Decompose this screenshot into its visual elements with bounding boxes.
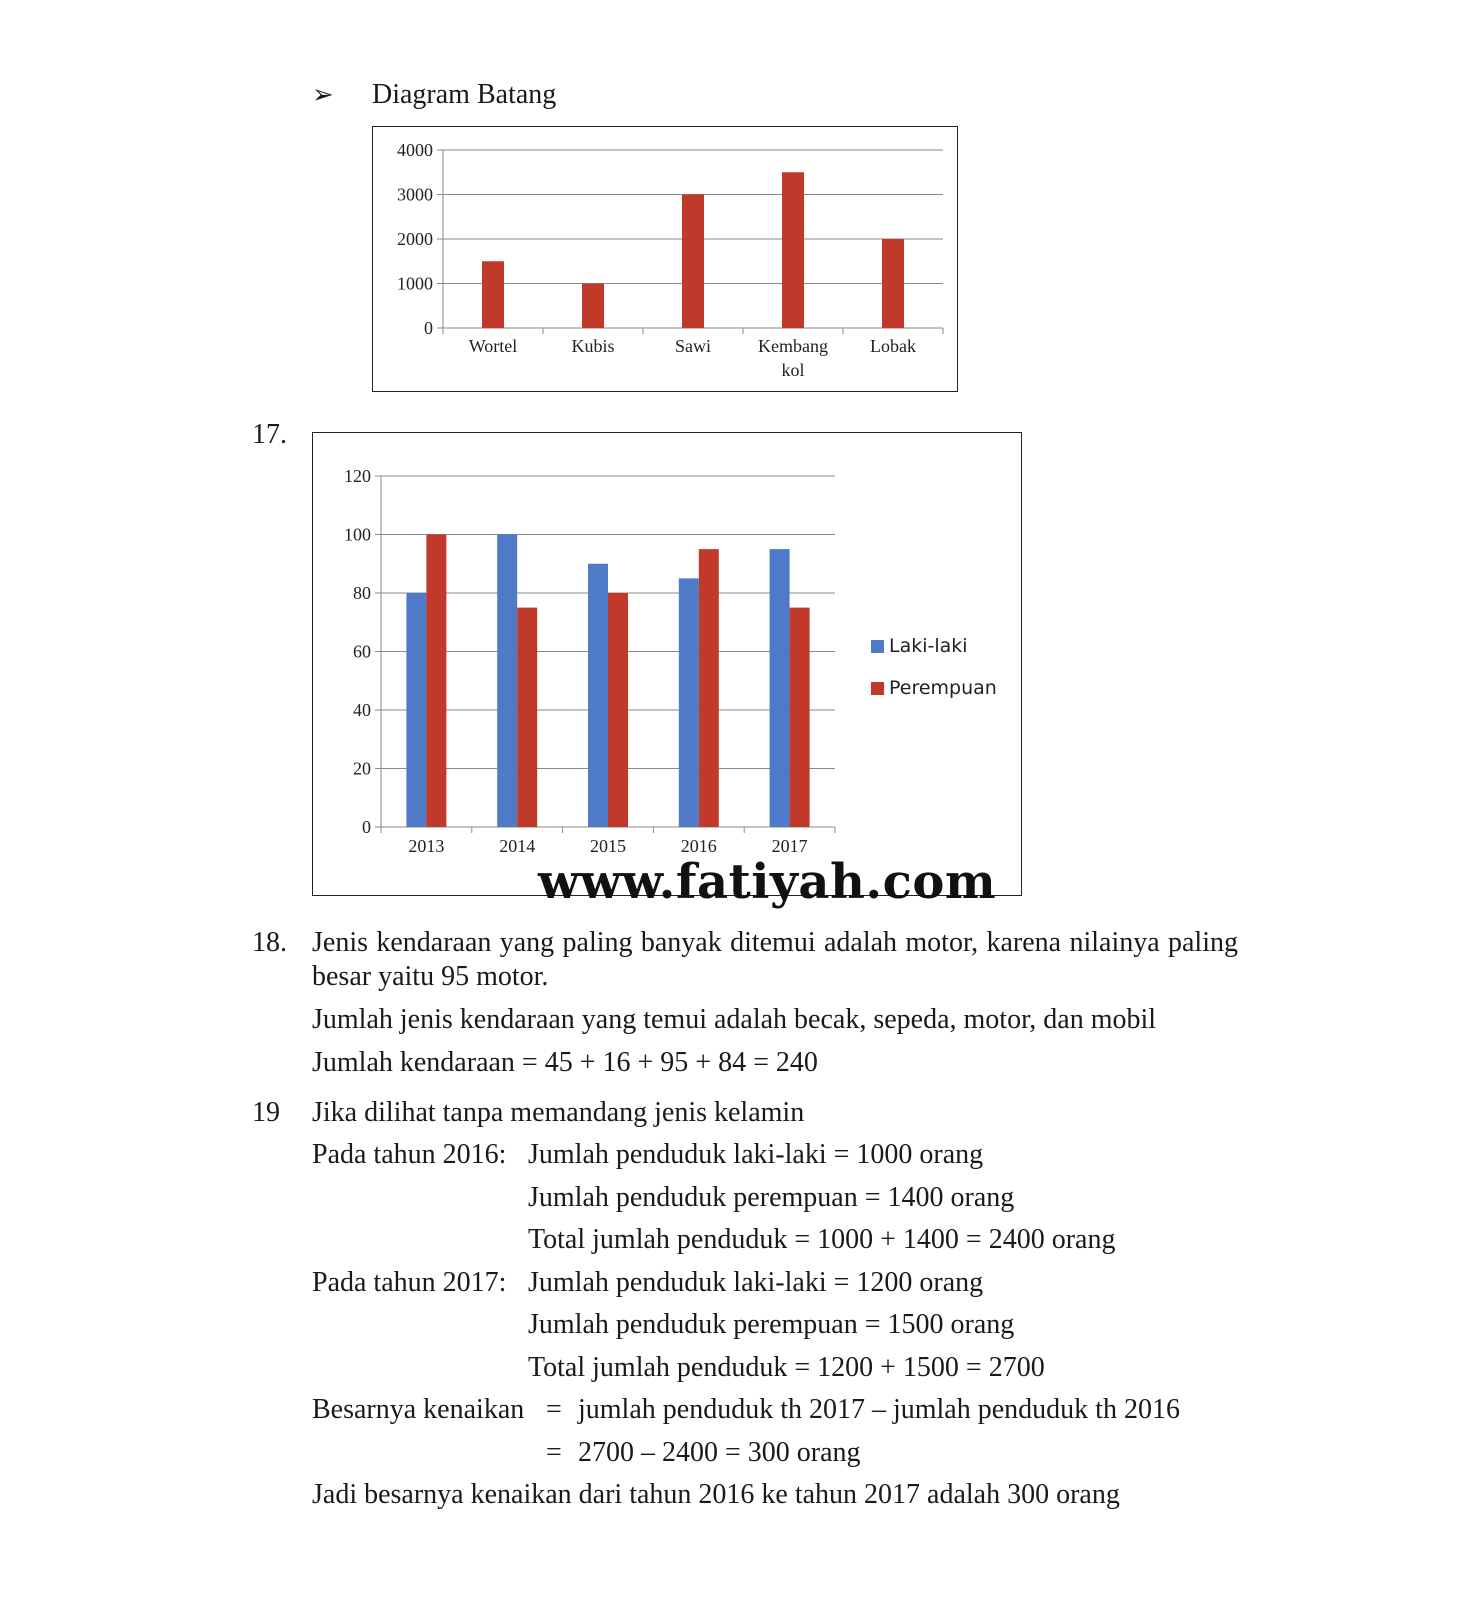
bar-laki-laki-2015 (588, 564, 608, 827)
y-tick-label: 3000 (397, 184, 433, 205)
y-tick-label: 60 (353, 641, 371, 662)
x-tick-label: Sawi (675, 336, 711, 356)
x-tick-label: kol (781, 360, 805, 380)
x-tick-label: Kembang (758, 336, 828, 356)
bar-laki-laki-2013 (406, 593, 426, 827)
bar-perempuan-2017 (790, 608, 810, 827)
y-tick-label: 120 (344, 466, 371, 486)
bar-laki-laki-2016 (679, 578, 699, 827)
increase-formula: jumlah penduduk th 2017 – jumlah penduduk th 2016 (578, 1394, 1180, 1425)
y-tick-label: 100 (344, 524, 371, 545)
x-tick-label: 2016 (680, 836, 717, 856)
bar-laki-laki-2017 (770, 549, 790, 827)
bar-perempuan-2013 (426, 535, 446, 828)
q18-vehicle-types: Jumlah jenis kendaraan yang temui adalah becak, sepeda, motor, dan mobil (312, 1004, 1157, 1035)
q19-conclusion: Jadi besarnya kenaikan dari tahun 2016 ke tahun 2017 adalah 300 orang (312, 1479, 1120, 1510)
x-tick-label: 2015 (590, 836, 626, 856)
chart-population (313, 433, 1020, 894)
chart-vegetables (373, 127, 956, 390)
year-2016-total: Total jumlah penduduk = 1000 + 1400 = 2400 orang (528, 1224, 1116, 1255)
q19-number: 19 (252, 1097, 280, 1128)
q18-answer-text: Jenis kendaraan yang paling banyak ditemui adalah motor, karena nilainya paling besar yaitu 95 motor. (312, 927, 1238, 992)
year-2017-label: Pada tahun 2017: (312, 1267, 507, 1298)
bar-value-kembang-kol (782, 172, 804, 328)
q18-vehicle-total: Jumlah kendaraan = 45 + 16 + 95 + 84 = 240 (312, 1047, 818, 1078)
y-tick-label: 1000 (397, 273, 433, 294)
bar-perempuan-2014 (517, 608, 537, 827)
year-2017-female: Jumlah penduduk perempuan = 1500 orang (528, 1309, 1015, 1340)
year-2017-male: Jumlah penduduk laki-laki = 1200 orang (528, 1267, 984, 1298)
bar-value-wortel (482, 261, 504, 328)
bar-perempuan-2015 (608, 593, 628, 827)
q19-intro: Jika dilihat tanpa memandang jenis kelamin (312, 1097, 805, 1128)
chart-population-frame (312, 432, 1022, 896)
y-tick-label: 2000 (397, 229, 433, 249)
year-2016-label: Pada tahun 2016: (312, 1139, 507, 1170)
bullet-arrow-icon: ➢ (312, 80, 334, 109)
watermark: www.fatiyah.com (538, 854, 997, 910)
q17-number: 17. (252, 419, 287, 450)
y-tick-label: 80 (353, 583, 371, 603)
bar-laki-laki-2014 (497, 535, 517, 828)
legend-swatch-perempuan (871, 682, 884, 695)
bar-value-lobak (882, 239, 904, 328)
x-tick-label: Kubis (571, 336, 615, 356)
increase-result: 2700 – 2400 = 300 orang (578, 1437, 861, 1468)
y-tick-label: 0 (424, 318, 433, 338)
year-2016-male: Jumlah penduduk laki-laki = 1000 orang (528, 1139, 984, 1170)
x-tick-label: 2014 (499, 836, 536, 856)
increase-equals-2: = (546, 1437, 562, 1468)
x-tick-label: 2017 (771, 836, 808, 856)
x-tick-label: 2013 (408, 836, 445, 856)
x-tick-label: Lobak (870, 336, 916, 356)
y-tick-label: 0 (362, 817, 371, 837)
bar-perempuan-2016 (699, 549, 719, 827)
y-tick-label: 20 (353, 758, 371, 779)
section-title: Diagram Batang (372, 79, 557, 110)
bar-value-sawi (682, 195, 704, 329)
year-2017-total: Total jumlah penduduk = 1200 + 1500 = 2700 (528, 1352, 1045, 1383)
chart-vegetables-frame (372, 126, 958, 392)
y-tick-label: 4000 (397, 140, 433, 160)
y-tick-label: 40 (353, 700, 371, 720)
bar-value-kubis (582, 284, 604, 329)
increase-label: Besarnya kenaikan (312, 1394, 525, 1425)
x-tick-label: Wortel (468, 336, 518, 356)
year-2016-female: Jumlah penduduk perempuan = 1400 orang (528, 1182, 1015, 1213)
legend-label-laki-laki: Laki-laki (889, 635, 968, 657)
legend-label-perempuan: Perempuan (889, 677, 997, 699)
q18-number: 18. (252, 927, 287, 958)
legend-swatch-laki-laki (871, 640, 884, 653)
increase-equals-1: = (546, 1394, 562, 1425)
